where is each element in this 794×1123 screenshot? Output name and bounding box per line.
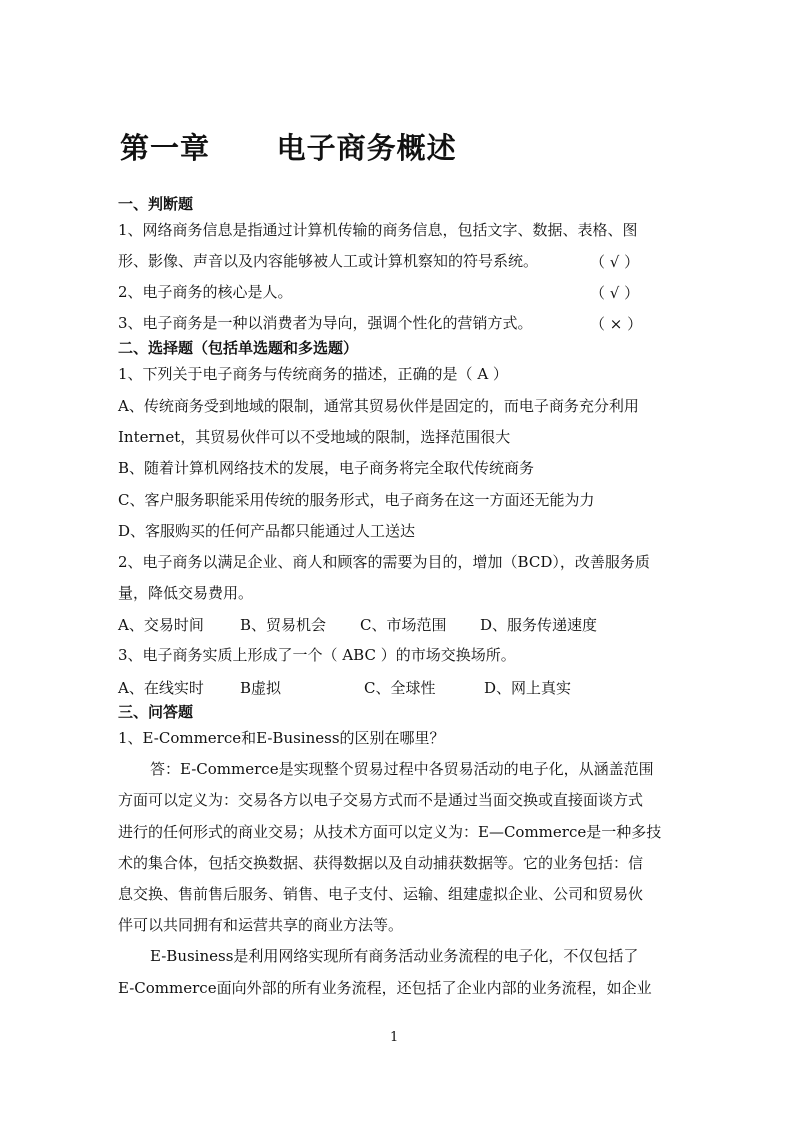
qa-answer-p1-line-2: 方面可以定义为：交易各方以电子交易方式而不是通过当面交换或直接面谈方式	[118, 791, 644, 809]
page-number: 1	[390, 1030, 399, 1045]
qa-answer-p1-line-6: 伴可以共同拥有和运营共享的商业方法等。	[118, 916, 404, 934]
qa-question-1: 1、E-Commerce和E-Business的区别在哪里？	[118, 729, 445, 747]
tf-answer-2: （ √ ）	[590, 284, 640, 302]
chapter-title: 第一章 电子商务概述	[120, 131, 457, 165]
tf-answer-1: （ √ ）	[590, 253, 640, 271]
choice-3-option-b: B虚拟	[240, 679, 282, 697]
choice-1-option-a-line-1: A、传统商务受到地域的限制，通常其贸易伙伴是固定的，而电子商务充分利用	[118, 397, 639, 415]
choice-2-option-a: A、交易时间	[118, 616, 204, 634]
tf-question-1-line-2: 形、影像、声音以及内容能够被人工或计算机察知的符号系统。	[118, 252, 539, 270]
tf-answer-3: （ × ）	[590, 315, 643, 333]
choice-1-option-a-line-2: Internet，其贸易伙伴可以不受地域的限制，选择范围很大	[118, 428, 511, 446]
tf-question-3: 3、电子商务是一种以消费者为导向，强调个性化的营销方式。	[118, 314, 533, 332]
section-heading-qa: 三、问答题	[118, 703, 194, 721]
choice-3-option-c: C、全球性	[364, 679, 436, 697]
qa-answer-p1-line-1: 答：E-Commerce是实现整个贸易过程中各贸易活动的电子化，从涵盖范围	[150, 760, 654, 778]
section-heading-true-false: 一、判断题	[118, 195, 194, 213]
qa-answer-p1-line-5: 息交换、售前售后服务、销售、电子支付、运输、组建虚拟企业、公司和贸易伙	[118, 885, 644, 903]
tf-question-2: 2、电子商务的核心是人。	[118, 283, 293, 301]
qa-answer-p2-line-1: E-Business是利用网络实现所有商务活动业务流程的电子化，不仅包括了	[150, 947, 639, 965]
choice-2-option-c: C、市场范围	[360, 616, 447, 634]
choice-question-3: 3、电子商务实质上形成了一个（ ABC ）的市场交换场所。	[118, 646, 516, 664]
choice-1-option-c: C、客户服务职能采用传统的服务形式，电子商务在这一方面还无能为力	[118, 491, 595, 509]
qa-answer-p2-line-2: E-Commerce面向外部的所有业务流程，还包括了企业内部的业务流程，如企业	[118, 979, 652, 997]
choice-2-option-b: B、贸易机会	[240, 616, 327, 634]
choice-question-1: 1、下列关于电子商务与传统商务的描述，正确的是（ A ）	[118, 365, 508, 383]
qa-answer-p1-line-3: 进行的任何形式的商业交易；从技术方面可以定义为：E—Commerce是一种多技	[118, 823, 662, 841]
choice-2-option-d: D、服务传递速度	[480, 616, 598, 634]
tf-question-1-line-1: 1、网络商务信息是指通过计算机传输的商务信息，包括文字、数据、表格、图	[118, 221, 638, 239]
choice-1-option-d: D、客服购买的任何产品都只能通过人工送达	[118, 522, 416, 540]
section-heading-choice: 二、选择题（包括单选题和多选题）	[118, 339, 359, 357]
choice-1-option-b: B、随着计算机网络技术的发展，电子商务将完全取代传统商务	[118, 459, 535, 477]
qa-answer-p1-line-4: 术的集合体，包括交换数据、获得数据以及自动捕获数据等。它的业务包括：信	[118, 854, 644, 872]
choice-3-option-a: A、在线实时	[118, 679, 204, 697]
choice-3-option-d: D、网上真实	[484, 679, 572, 697]
choice-question-2-line-2: 量，降低交易费用。	[118, 584, 254, 602]
choice-question-2-line-1: 2、电子商务以满足企业、商人和顾客的需要为目的，增加（BCD），改善服务质	[118, 553, 650, 571]
